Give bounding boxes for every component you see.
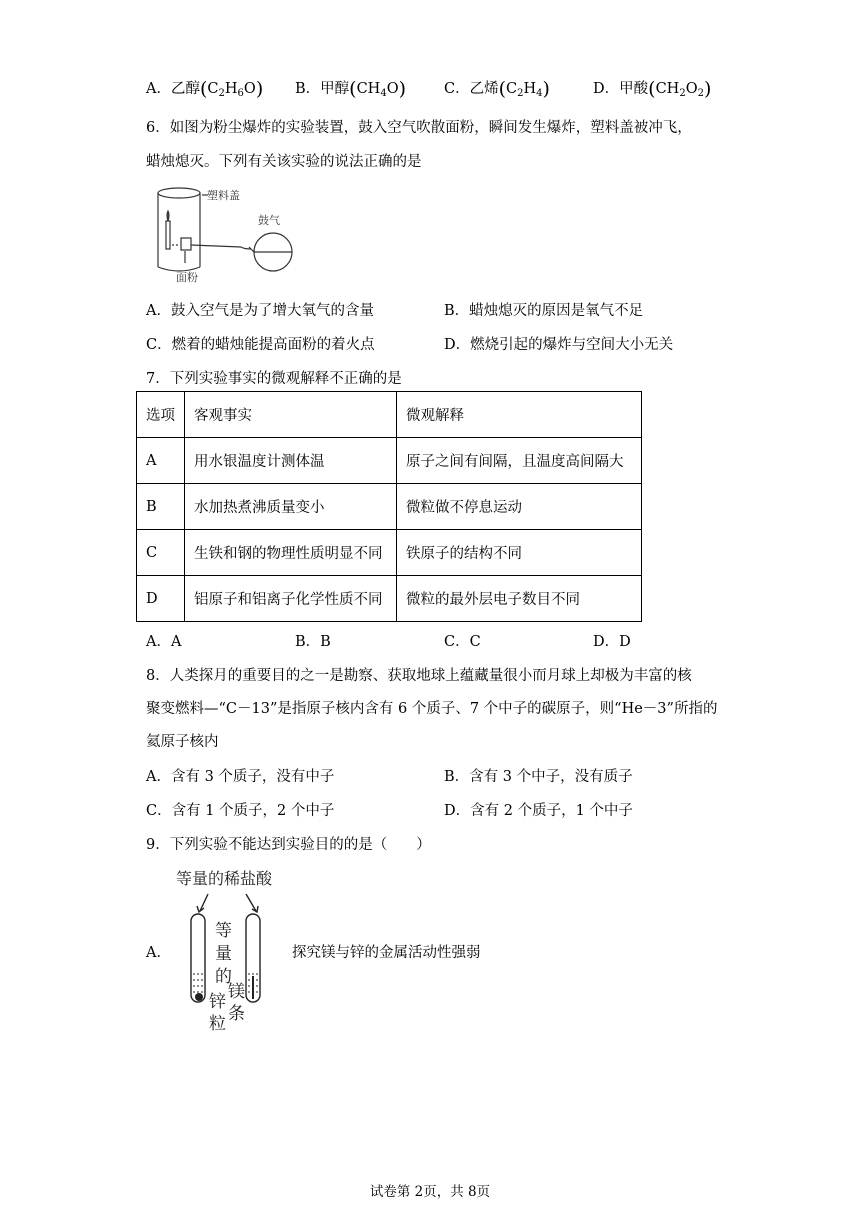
figure-label-mg-1: 镁 (228, 982, 245, 1002)
table-row (137, 438, 642, 484)
q9-option-a-label: A． (146, 945, 171, 961)
table-cell: 水加热煮沸质量变小 (185, 484, 397, 530)
q7-option-c: C．C (444, 634, 481, 650)
q6-option-a: A．鼓入空气是为了增大氧气的含量 (146, 303, 374, 319)
table-cell: 生铁和钢的物理性质明显不同 (185, 530, 397, 576)
dust-explosion-figure (146, 183, 306, 288)
q6-option-c: C．燃着的蜡烛能提高面粉的着火点 (146, 337, 375, 353)
table-cell: 铁原子的结构不同 (397, 530, 642, 576)
q7-stem: 7．下列实验事实的微观解释不正确的是 (146, 371, 402, 387)
q9-option-a-text: 探究镁与锌的金属活动性强弱 (292, 945, 481, 961)
table-row (137, 484, 642, 530)
q9-stem: 9．下列实验不能达到实验目的的是（ ） (146, 837, 431, 853)
he3-notation: He－3 (621, 701, 667, 717)
q8-option-d: D．含有 2 个质子，1 个中子 (444, 803, 633, 819)
table-cell: 铝原子和铝离子化学性质不同 (185, 576, 397, 622)
q6-option-d: D．燃烧引起的爆炸与空间大小无关 (444, 337, 674, 353)
figure-label-lid: 塑料盖 (207, 189, 240, 202)
test-tube-figure (176, 866, 306, 1036)
q7-option-b: B．B (295, 634, 331, 650)
q8-option-b: B．含有 3 个中子，没有质子 (444, 769, 633, 785)
c13-notation: C－13 (225, 701, 270, 717)
table-cell: 微粒做不停息运动 (397, 484, 642, 530)
table-cell: B (137, 484, 185, 530)
figure-label-mg-2: 条 (228, 1004, 245, 1024)
q5-option-c: C．乙烯$(C_2H_4)$ (444, 78, 550, 100)
table-cell: C (137, 530, 185, 576)
figure-label-zinc-2: 粒 (209, 1014, 226, 1034)
q7-option-d: D．D (593, 634, 631, 650)
q5-option-b: B．甲醇$(CH_4O)$ (295, 78, 407, 100)
table-cell: 用水银温度计测体温 (185, 438, 397, 484)
table-header-cell: 客观事实 (185, 392, 397, 438)
figure-label-air: 鼓气 (258, 214, 280, 227)
figure-label-mid-2: 量 (215, 944, 232, 964)
q5-option-a: A．乙醇$(C_2H_6O)$ (146, 78, 264, 100)
q6-option-b: B．蜡烛熄灭的原因是氧气不足 (444, 303, 644, 319)
q8-stem-line2: 聚变燃料—“C－13”是指原子核内含有 6 个质子、7 个中子的碳原子，则“He－3”所指的 (146, 701, 718, 717)
table-cell: 微粒的最外层电子数目不同 (397, 576, 642, 622)
q8-stem-line3: 氦原子核内 (146, 734, 219, 750)
figure-label-flour: 面粉 (176, 271, 198, 284)
q5-option-d: D．甲酸$(CH_2O_2)$ (593, 78, 712, 100)
table-header-cell: 选项 (137, 392, 185, 438)
table-cell: A (137, 438, 185, 484)
q6-stem-line2: 蜡烛熄灭。下列有关该实验的说法正确的是 (146, 154, 422, 170)
zinc-granule (195, 993, 203, 1001)
figure-label-acid: 等量的稀盐酸 (176, 869, 273, 888)
figure-label-zinc-1: 锌 (209, 992, 226, 1012)
table-header-row (137, 392, 642, 438)
table-header-cell: 微观解释 (397, 392, 642, 438)
q6-stem-line1: 6．如图为粉尘爆炸的实验装置，鼓入空气吹散面粉，瞬间发生爆炸，塑料盖被冲飞， (146, 120, 692, 136)
table-row (137, 576, 642, 622)
page-footer: 试卷第 2页，共 8页 (369, 1184, 491, 1200)
table-cell: D (137, 576, 185, 622)
q8-stem-line1: 8．人类探月的重要目的之一是勘察、获取地球上蕴藏量很小而月球上却极为丰富的核 (146, 668, 692, 684)
q8-option-c: C．含有 1 个质子，2 个中子 (146, 803, 335, 819)
table-cell: 原子之间有间隔，且温度高间隔大 (397, 438, 642, 484)
q8-option-a: A．含有 3 个质子，没有中子 (146, 769, 335, 785)
figure-label-mid-3: 的 (215, 967, 232, 987)
q7-option-a: A．A (146, 634, 182, 650)
table-row (137, 530, 642, 576)
figure-label-mid-1: 等 (215, 921, 232, 941)
facts-table (136, 391, 642, 622)
